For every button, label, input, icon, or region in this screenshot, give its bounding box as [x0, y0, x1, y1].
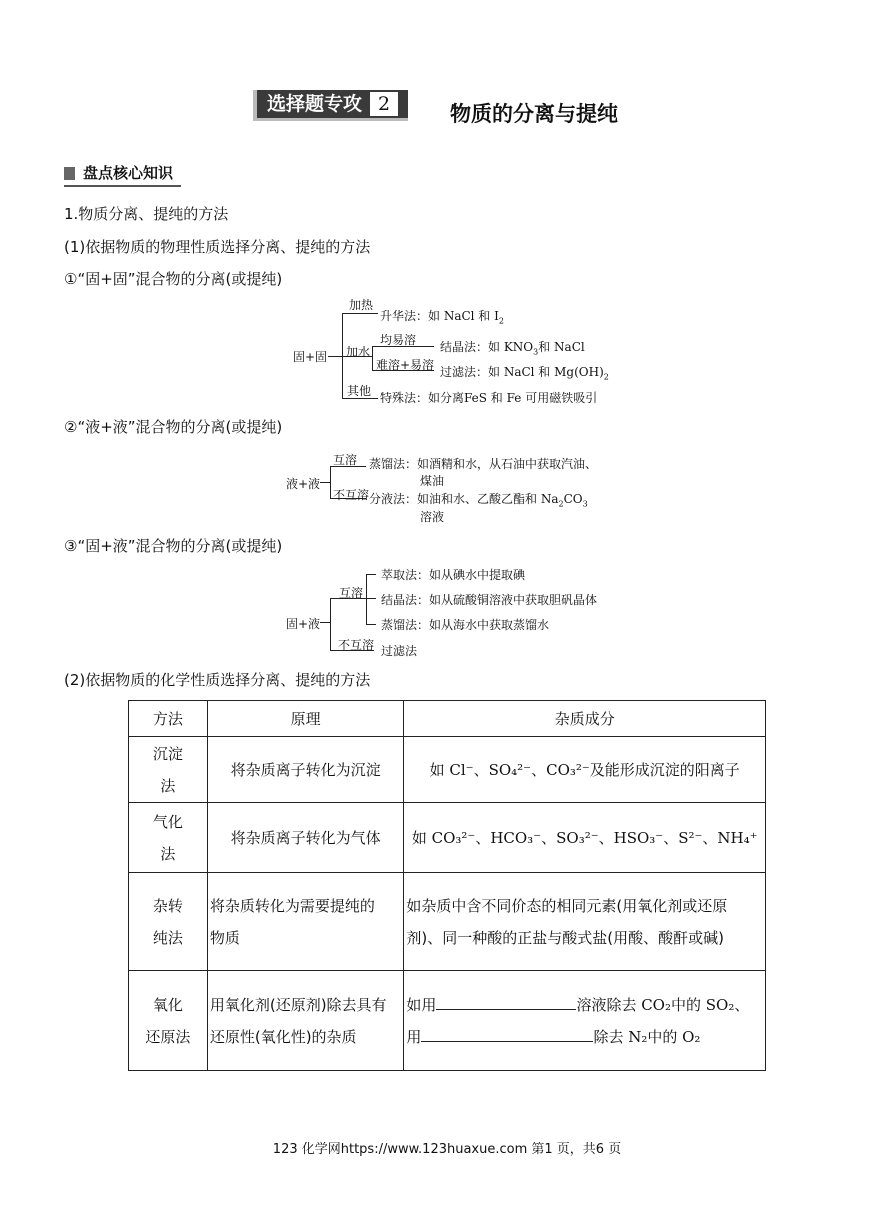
paragraph-2: (1)依据物质的物理性质选择分离、提纯的方法: [64, 238, 371, 256]
table-row: [129, 873, 766, 971]
paragraph-6: (2)依据物质的化学性质选择分离、提纯的方法: [64, 671, 371, 689]
principle-cell: 将杂质离子转化为气体: [207, 803, 404, 873]
diagram3-result-2: 结晶法：如从硫酸铜溶液中获取胆矾晶体: [381, 593, 598, 607]
method-cell: 杂转 纯法: [129, 873, 208, 971]
method-cell: 气化 法: [129, 803, 208, 873]
methods-table: [128, 700, 766, 1071]
table-header: 方法: [129, 701, 208, 737]
diagram2-branch-1: 互溶: [333, 453, 358, 467]
diagram1-branch-heat: 加热: [349, 298, 374, 312]
diagram1-root: 固+固: [293, 350, 328, 364]
diagram3-result-1: 萃取法：如从碘水中提取碘: [381, 568, 526, 582]
diagram1-branch-water: 加水: [346, 345, 371, 359]
diagram1-sub-mixed: 难溶+易溶: [376, 358, 435, 372]
table-header: 杂质成分: [404, 701, 766, 737]
diagram1-result-3: 过滤法：如 NaCl 和 $Mg(OH)_2$: [440, 365, 609, 382]
section-heading: [64, 162, 181, 187]
diagram2-branch-2: 不互溶: [333, 488, 370, 502]
method-cell: 氧化 还原法: [129, 971, 208, 1071]
topic-banner: [253, 90, 408, 121]
impurity-cell: 如杂质中含不同价态的相同元素(用氧化剂或还原 剂)、同一种酸的正盐与酸式盐(用酸、酸酐或碱): [404, 873, 766, 971]
paragraph-3: ①“固+固”混合物的分离(或提纯): [64, 270, 283, 288]
page-title: 物质的分离与提纯: [450, 102, 618, 126]
section-title: 盘点核心知识: [83, 164, 174, 182]
diagram2-result-1-line1: 蒸馏法：如酒精和水，从石油中获取汽油、: [369, 457, 598, 471]
principle-cell: 用氧化剂(还原剂)除去具有 还原性(氧化性)的杂质: [207, 971, 404, 1071]
impurity-cell: 如 Cl⁻、SO₄²⁻、CO₃²⁻及能形成沉淀的阳离子: [404, 737, 766, 803]
diagram1-result-2: 结晶法：如 $KNO_3$和 NaCl: [440, 340, 585, 357]
diagram2-root: 液+液: [286, 477, 321, 491]
page-footer: 123 化学网https://www.123huaxue.com 第1 页，共6 页: [272, 1142, 622, 1157]
table-row: [129, 803, 766, 873]
table-row: [129, 971, 766, 1071]
answer-blank-1[interactable]: [436, 995, 576, 1010]
diagram3-root: 固+液: [286, 617, 321, 631]
diagram1-result-1: 升华法：如 NaCl 和 $I_2$: [380, 309, 504, 326]
diagram3-branch-2: 不互溶: [338, 638, 375, 652]
impurity-cell: 如 CO₃²⁻、HCO₃⁻、SO₃²⁻、HSO₃⁻、S²⁻、NH₄⁺: [404, 803, 766, 873]
paragraph-1: 1.物质分离、提纯的方法: [64, 205, 229, 223]
diagram2-result-2-line1: 分液法：如油和水、乙酸乙酯和 $Na_2CO_3$: [369, 492, 588, 509]
diagram2-result-1-line2: 煤油: [420, 474, 445, 488]
diagram1-result-4: 特殊法：如分离FeS 和 Fe 可用磁铁吸引: [380, 391, 598, 405]
document-icon: [64, 167, 75, 180]
principle-cell: 将杂质离子转化为沉淀: [207, 737, 404, 803]
diagram3-result-3: 蒸馏法：如从海水中获取蒸馏水: [381, 618, 550, 632]
impurity-cell: 如用 溶液除去 CO₂中的 SO₂、 用 除去 N₂中的 O₂: [404, 971, 766, 1071]
paragraph-4: ②“液+液”混合物的分离(或提纯): [64, 418, 283, 436]
diagram3-branch-1: 互溶: [339, 586, 364, 600]
table-header: 原理: [207, 701, 404, 737]
diagram3-result-4: 过滤法: [381, 644, 418, 658]
method-cell: 沉淀 法: [129, 737, 208, 803]
paragraph-5: ③“固+液”混合物的分离(或提纯): [64, 537, 283, 555]
diagram1-sub-soluble: 均易溶: [380, 333, 417, 347]
banner-number: 2: [370, 92, 398, 116]
table-row: [129, 737, 766, 803]
diagram2-result-2-line2: 溶液: [420, 510, 445, 524]
table-header-row: [129, 701, 766, 737]
banner-label: 选择题专攻: [267, 93, 363, 115]
diagram1-branch-other: 其他: [347, 384, 372, 398]
answer-blank-2[interactable]: [421, 1027, 593, 1042]
principle-cell: 将杂质转化为需要提纯的 物质: [207, 873, 404, 971]
